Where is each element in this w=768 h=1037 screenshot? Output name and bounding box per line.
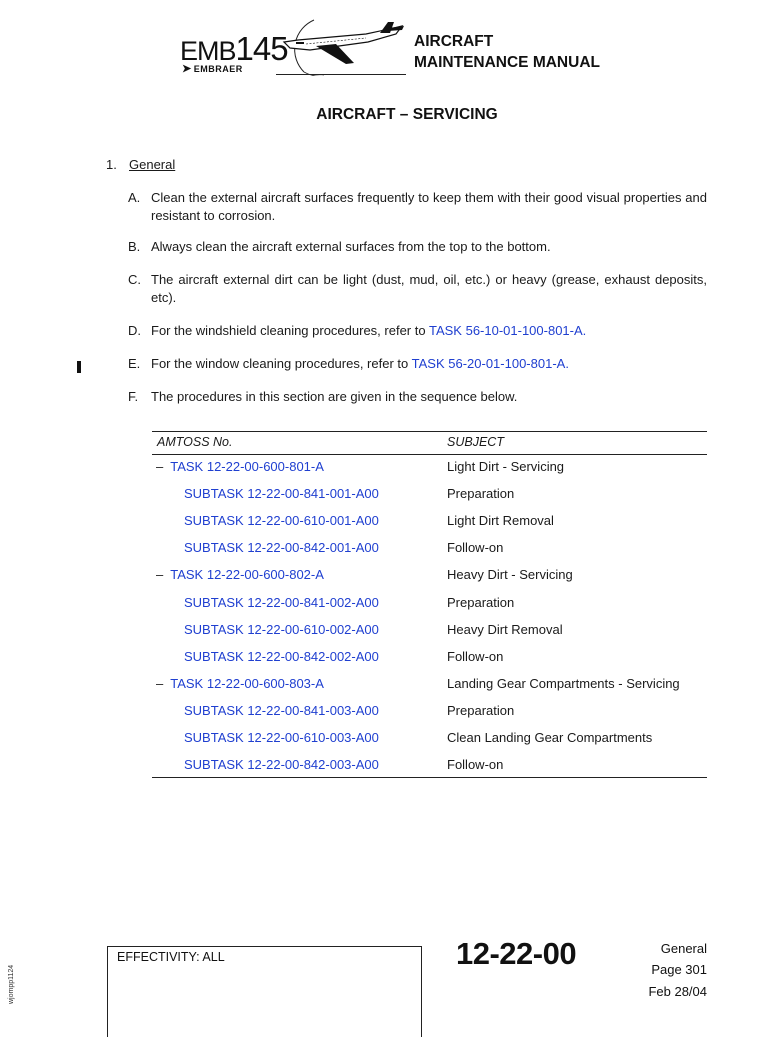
- task-dash: –: [156, 675, 164, 691]
- paragraph-label: F.: [128, 389, 139, 404]
- table-row: [152, 567, 707, 587]
- paragraph-text-body: For the window cleaning procedures, refer to: [151, 356, 409, 371]
- table-top-rule: [152, 431, 707, 432]
- paragraph-text: The aircraft external dirt can be light (dust, mud, oil, etc.) or heavy (grease, exhaust deposits, etc).: [151, 272, 707, 305]
- paragraph-label: A.: [128, 190, 141, 205]
- table-bottom-rule: [152, 777, 707, 778]
- embraer-logo: [180, 30, 288, 75]
- paragraph-text: [151, 322, 586, 340]
- aircraft-illustration-icon: [276, 16, 406, 76]
- subject-cell: Heavy Dirt - Servicing: [447, 567, 573, 583]
- table-header-rule: [152, 454, 707, 455]
- table-header: [152, 435, 707, 455]
- paragraph-label: D.: [128, 323, 141, 338]
- subject-cell: Heavy Dirt Removal: [447, 621, 563, 637]
- footer-date: Feb 28/04: [648, 984, 707, 999]
- task-link[interactable]: TASK 12-22-00-600-803-A: [170, 675, 324, 691]
- subtask-link[interactable]: SUBTASK 12-22-00-610-002-A00: [184, 621, 379, 637]
- table-row: [152, 676, 707, 696]
- subtask-link[interactable]: SUBTASK 12-22-00-841-003-A00: [184, 702, 379, 718]
- subject-cell: Landing Gear Compartments - Servicing: [447, 675, 680, 691]
- subtask-link[interactable]: SUBTASK 12-22-00-842-002-A00: [184, 648, 379, 664]
- paragraph-text: The procedures in this section are given in the sequence below.: [151, 389, 518, 404]
- table-row: [152, 595, 707, 615]
- table-row: [152, 703, 707, 723]
- subtask-link[interactable]: SUBTASK 12-22-00-842-003-A00: [184, 757, 379, 773]
- subject-cell: Preparation: [447, 702, 515, 718]
- amtoss-cell: [184, 649, 379, 664]
- subtask-link[interactable]: SUBTASK 12-22-00-841-001-A00: [184, 486, 379, 502]
- paragraph-text: [151, 355, 569, 373]
- revision-change-bar: [77, 361, 81, 373]
- section-heading: General: [129, 157, 176, 172]
- task-link[interactable]: TASK 12-22-00-600-802-A: [170, 567, 324, 583]
- task-link[interactable]: TASK 12-22-00-600-801-A: [170, 459, 324, 474]
- subject-cell: Follow-on: [447, 757, 504, 773]
- subject-cell: Follow-on: [447, 648, 504, 664]
- subtask-link[interactable]: SUBTASK 12-22-00-610-001-A00: [184, 513, 379, 529]
- amtoss-cell: [184, 513, 379, 528]
- document-number: 12-22-00: [456, 936, 577, 971]
- embraer-arrow-icon: ➤: [182, 63, 192, 75]
- manual-title-line2: MAINTENANCE MANUAL: [414, 54, 600, 71]
- footer-page-number: Page 301: [651, 962, 707, 977]
- manual-title-line1: AIRCRAFT: [414, 33, 494, 50]
- paragraph-text-body: For the windshield cleaning procedures, refer to: [151, 323, 426, 338]
- table-row: [152, 459, 707, 479]
- page-title: AIRCRAFT – SERVICING: [316, 106, 498, 123]
- table-row: [152, 757, 707, 777]
- table-row: [152, 649, 707, 669]
- task-link[interactable]: TASK 56-20-01-100-801-A: [411, 356, 566, 371]
- table-row: [152, 513, 707, 533]
- effectivity-text: EFFECTIVITY: ALL: [117, 950, 225, 964]
- table-header-subject: SUBJECT: [447, 435, 504, 449]
- amtoss-cell: [184, 540, 379, 555]
- table-row: [152, 730, 707, 750]
- side-code: wjompp1124: [8, 964, 15, 1004]
- table-row: [152, 540, 707, 560]
- task-dash: –: [156, 567, 164, 583]
- subject-cell: Clean Landing Gear Compartments: [447, 730, 653, 745]
- amtoss-cell: [184, 595, 379, 610]
- paragraph-text: Always clean the aircraft external surfaces from the top to the bottom.: [151, 239, 551, 254]
- table-header-amtoss: AMTOSS No.: [157, 435, 233, 449]
- subject-cell: Preparation: [447, 486, 515, 502]
- subtask-link[interactable]: SUBTASK 12-22-00-610-003-A00: [184, 730, 379, 745]
- paragraph-text: Clean the external aircraft surfaces frequently to keep them with their good visual properties and resistant to corrosion.: [151, 190, 707, 223]
- logo-brand-text: EMBRAER: [193, 64, 243, 74]
- footer-section-name: General: [660, 941, 707, 956]
- logo-brand: [182, 62, 243, 75]
- logo-model-prefix: EMB: [180, 36, 236, 66]
- manual-title: [414, 31, 600, 73]
- amtoss-cell: [184, 730, 379, 745]
- amtoss-cell: [184, 703, 379, 718]
- amtoss-cell: [156, 459, 324, 474]
- paragraph-label: B.: [128, 239, 141, 254]
- subtask-link[interactable]: SUBTASK 12-22-00-842-001-A00: [184, 540, 379, 556]
- header-rule: [276, 74, 406, 75]
- amtoss-cell: [156, 676, 324, 691]
- logo-model-number: 145: [235, 30, 288, 67]
- table-row: [152, 486, 707, 506]
- subject-cell: Preparation: [447, 594, 515, 610]
- paragraph-label: C.: [128, 272, 141, 287]
- amtoss-cell: [184, 622, 379, 637]
- task-link-period: .: [565, 356, 569, 371]
- section-number: 1.: [106, 157, 117, 172]
- task-link-period: .: [582, 323, 587, 338]
- amtoss-cell: [184, 757, 379, 772]
- task-link[interactable]: TASK 56-10-01-100-801-A: [428, 323, 583, 338]
- task-dash: –: [156, 459, 164, 474]
- subject-cell: Light Dirt - Servicing: [447, 459, 565, 474]
- subtask-link[interactable]: SUBTASK 12-22-00-841-002-A00: [184, 594, 379, 610]
- amtoss-cell: [156, 567, 324, 582]
- paragraph-label: E.: [128, 356, 141, 371]
- subject-cell: Light Dirt Removal: [447, 513, 554, 529]
- table-row: [152, 622, 707, 642]
- amtoss-cell: [184, 486, 379, 501]
- subject-cell: Follow-on: [447, 540, 504, 556]
